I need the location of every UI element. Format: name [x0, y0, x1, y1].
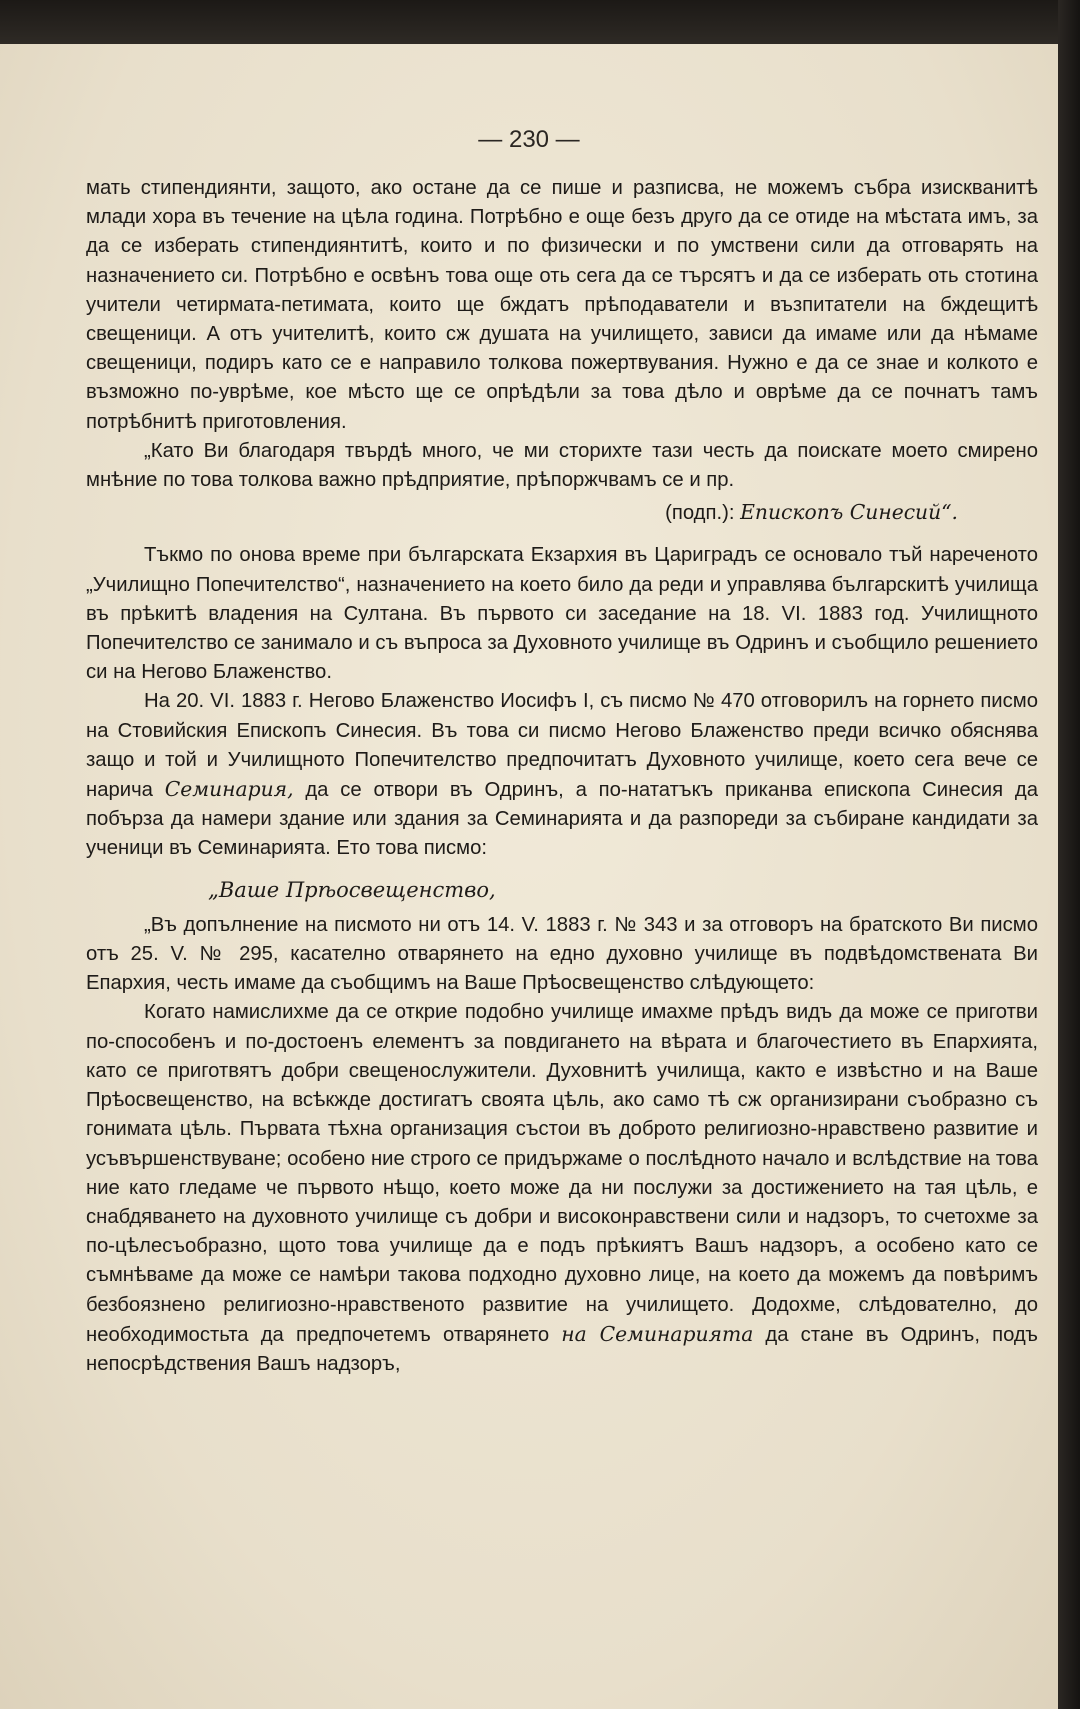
scan-top-edge — [0, 0, 1080, 44]
letter-salutation: „Ваше Прѣосвещенство, — [208, 877, 496, 902]
scan-right-edge — [1058, 0, 1080, 1709]
paragraph-6: Когато намислихме да се открие подобно училище имахме прѣдъ видъ да може се приготви по-способенъ и по-достоенъ елементъ за повдигането на вѣрата и благочестието въ Епархията, като се приготвятъ добри свещенослужители. Духовнитѣ училища, както е извѣстно и на Ваше Прѣосвещенство, на всѣкжде достигатъ своята цѣль, ако само тѣ сж организирани съобразно съ гонимата цѣль. Първата тѣхна организация състои въ доброто религиозно-нравствено развитие и усъвършенствуване; особено ние строго се придържаме о послѣдното начало и вслѣдствие на това ние като гледаме че първото нѣщо, което може да ни послужи за достижението на тая цѣль, е снабдяването на духовното училище съ добри и високонравствени сили и надзоръ, то счетохме за по-цѣлесъобразно, щото това училище да е подъ прѣкиятъ Вашъ надзоръ, а особено като се съмнѣваме да може се намѣри такова подходно духовно лице, на което да можемъ да повѣримъ безбоязнено религиозно-нравственото развитие на училището. Додохме, слѣдователно, до необходимостьта да предпочетемъ отварянето на Семинарията да стане въ Одринъ, подъ непосрѣдствения Вашъ надзоръ, — [86, 1001, 1038, 1375]
paragraph-2: „Като Ви благодаря твърдѣ много, че ми сторихте тази честь да поискате моето смирено мнѣние по това толкова важно прѣдприятие, прѣпоржчвамъ се и пр. — [86, 439, 1038, 492]
signature: (подп.): Епископъ Синесий“. — [665, 500, 958, 525]
paragraph-4: На 20. VI. 1883 г. Негово Блаженство Иосифъ I, съ писмо № 470 отговорилъ на горнето писмо на Стовийския Епископъ Синесия. Въ това си писмо Негово Блаженство преди всичко обяснява защо и той и Училищното Попечителство предпочитатъ Духовното училище, което сега вече се нарича Семинария, да се отвори въ Одринъ, а по-нататъкъ приканва епископа Синесия да побърза да намери здание или здания за Семинарията и да разпореди за събиране кандидати за ученици въ Семинарията. Ето това писмо: — [86, 690, 1038, 860]
paragraph-3: Тъкмо по онова време при българската Екзархия въ Цариградъ се основало тъй нареченото „Училищно Попечителство“, назначението на което било да реди и управлява българскитѣ училища въ прѣкитѣ владения на Султана. Въ първото си заседание на 18. VI. 1883 год. Училищното Попечителство се занимало и съ въпроса за Духовното училище въ Одринъ и съобщило решението си на Негово Блаженство. — [86, 544, 1038, 684]
page-number: — 230 — — [478, 126, 580, 153]
paragraph-1: мать стипендиянти, защото, ако остане да се пише и разписва, не можемъ събра изискванитѣ млади хора въ течение на цѣла година. Потрѣбно е още безъ друго да се отиде на мѣстата имъ, за да се изберать стипендиянтитѣ, които и по физически и по умствени сили да отговарять на назначението си. Потрѣбно е освѣнъ това още оть сега да се търсятъ и да се изберать оть стотина учители четирмата-петимата, които ще бждатъ прѣподаватели и възпитатели на бждещитѣ свещеници. А отъ учителитѣ, които сж душата на училището, зависи да имаме или да нѣмаме свещеници, подиръ като се е направило толкова пожертвувания. Нужно е да се знае и колкото е възможно по-уврѣме, кое мѣсто ще се опрѣдѣли за това дѣло и оврѣме да се почнатъ тамъ потрѣбнитѣ приготовления. — [86, 177, 1038, 433]
page-body — [86, 174, 1038, 1379]
paragraph-5: „Въ допълнение на писмото ни отъ 14. V. 1883 г. № 343 и за отговоръ на братското Ви писмо отъ 25. V. № 295, касателно отварянето на едно духовно училище въ подвѣдомствената Ви Епархия, честь имаме да съобщимъ на Ваше Прѣосвещенство слѣдующето: — [86, 913, 1038, 995]
book-page — [0, 44, 1058, 1709]
